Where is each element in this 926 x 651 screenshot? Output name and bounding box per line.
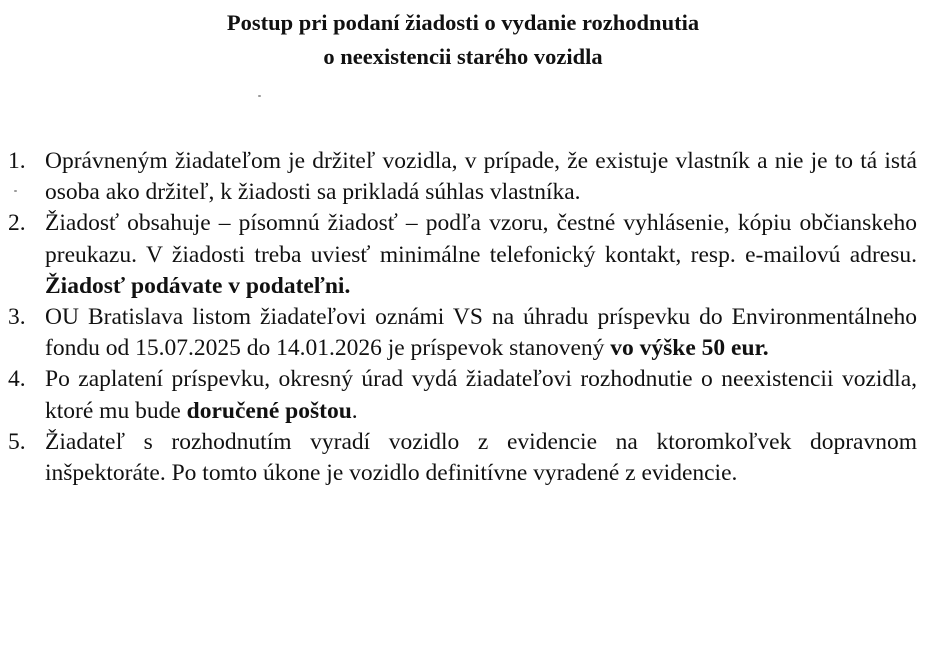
item-text-bold: doručené poštou: [186, 397, 352, 424]
item-text-part: Oprávneným žiadateľom je držiteľ vozidla, v prípade, že existuje vlastník a nie je to tá istá osoba ako držiteľ, k žiadosti sa prikladá súhlas vlastníka.: [45, 148, 917, 206]
title-line-1: Postup pri podaní žiadosti o vydanie rozhodnutia: [226, 10, 700, 35]
item-text: [45, 302, 917, 364]
scan-speck: [14, 190, 17, 192]
item-text: [45, 208, 917, 302]
item-text-bold: Žiadosť podávate v podateľni.: [45, 272, 351, 299]
item-text-part: Po zaplatení príspevku, okresný úrad vydá žiadateľovi rozhodnutie o neexistencii vozidla, ktoré mu bude: [45, 366, 917, 424]
list-item: [8, 146, 918, 208]
list-item: [8, 364, 918, 426]
item-number: 1.: [8, 148, 26, 174]
item-text: [45, 427, 917, 489]
procedure-list: [8, 146, 918, 489]
item-number: 2.: [8, 210, 26, 237]
list-item: [8, 208, 918, 302]
item-text-bold: vo výške 50 eur.: [610, 335, 769, 362]
item-text-part: Žiadosť obsahuje – písomnú žiadosť – podľa vzoru, čestné vyhlásenie, kópiu občianskeho preukazu. V žiadosti treba uviesť minimálne telefonický kontakt, resp. e-mailovú adresu.: [45, 210, 917, 268]
document-title: [0, 6, 926, 74]
title-line-2: o neexistencii starého vozidla: [323, 44, 603, 69]
item-text-part: OU Bratislava listom žiadateľovi oznámi VS na úhradu príspevku do Environmentálneho fondu od 15.07.2025 do 14.01.2026 je príspevok stanovený: [45, 304, 917, 362]
item-text: [45, 364, 917, 426]
scan-speck: [258, 95, 261, 97]
item-number: 5.: [8, 428, 26, 455]
item-text: [45, 146, 917, 208]
item-text-part: .: [351, 397, 358, 424]
item-text-part: Žiadateľ s rozhodnutím vyradí vozidlo z evidencie na ktoromkoľvek dopravnom inšpektoráte. Po tomto úkone je vozidlo definitívne vyradené z evidencie.: [45, 428, 917, 487]
list-item: [8, 427, 918, 489]
list-item: [8, 302, 918, 364]
item-number: 3.: [8, 304, 26, 331]
item-number: 4.: [8, 366, 26, 393]
